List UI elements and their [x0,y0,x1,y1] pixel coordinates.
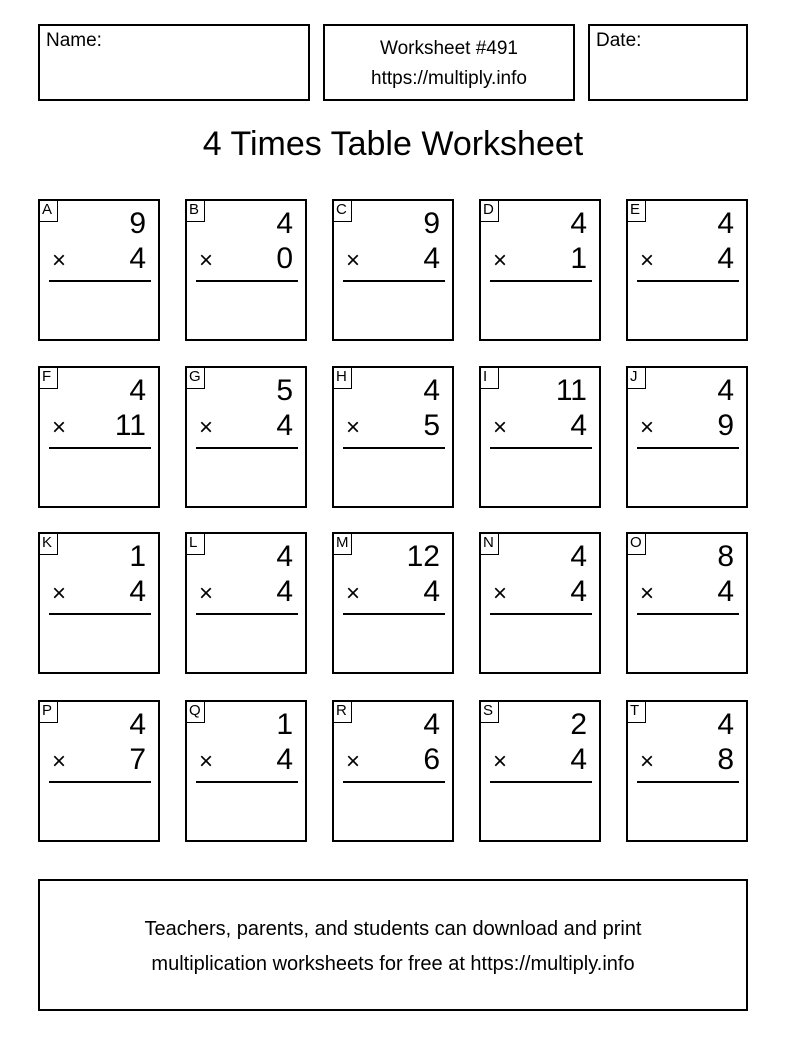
multiplicand: 4 [717,708,734,741]
multiply-sign: × [346,247,361,274]
multiplicand: 4 [570,540,587,573]
problem-card [185,700,307,842]
problem-card [332,366,454,508]
multiplier: 4 [717,575,734,608]
multiplicand: 4 [423,374,440,407]
answer-line [49,447,151,449]
answer-line [49,280,151,282]
problem-card [185,532,307,674]
multiplier: 4 [129,575,146,608]
problem-letter: F [38,366,58,389]
problem-letter: T [626,700,646,723]
multiply-sign: × [346,414,361,441]
answer-line [196,613,298,615]
multiply-sign: × [199,748,214,775]
multiplicand: 2 [570,708,587,741]
multiplier: 6 [423,743,440,776]
answer-line [49,613,151,615]
problem-letter: K [38,532,58,555]
answer-line [49,781,151,783]
multiplier: 0 [276,242,293,275]
problem-letter: Q [185,700,205,723]
problem-letter: J [626,366,646,389]
multiply-sign: × [346,748,361,775]
problem-letter: R [332,700,352,723]
answer-line [490,613,592,615]
date-label: Date: [596,30,642,51]
problem-card [185,199,307,341]
problem-card [479,199,601,341]
problem-card [626,700,748,842]
footer-line-1: Teachers, parents, and students can download and print [144,918,642,940]
name-field-box [38,24,310,101]
problem-card [38,199,160,341]
multiplier: 4 [570,409,587,442]
answer-line [637,781,739,783]
problem-letter: E [626,199,646,222]
multiply-sign: × [640,247,655,274]
problem-letter: I [479,366,499,389]
problem-card [626,199,748,341]
multiplicand: 1 [129,540,146,573]
problem-card [38,532,160,674]
problem-card [332,532,454,674]
problem-letter: G [185,366,205,389]
answer-line [490,781,592,783]
problem-card [185,366,307,508]
answer-line [637,613,739,615]
footer-box [38,879,748,1011]
footer-line-2: multiplication worksheets for free at https://multiply.info [151,953,635,975]
answer-line [343,781,445,783]
multiplicand: 8 [717,540,734,573]
answer-line [637,447,739,449]
problem-letter: S [479,700,499,723]
multiplicand: 4 [276,207,293,240]
problem-letter: P [38,700,58,723]
multiplier: 1 [570,242,587,275]
answer-line [637,280,739,282]
multiplier: 7 [129,743,146,776]
multiplier: 4 [423,575,440,608]
multiplier: 9 [717,409,734,442]
name-label: Name: [46,30,102,51]
problem-card [626,532,748,674]
problem-card [479,532,601,674]
multiplicand: 4 [570,207,587,240]
page-title: 4 Times Table Worksheet [202,125,584,163]
problem-letter: M [332,532,352,555]
multiplier: 4 [276,575,293,608]
multiplier: 4 [276,409,293,442]
date-field-box [588,24,748,101]
multiplier: 4 [276,743,293,776]
answer-line [490,280,592,282]
multiply-sign: × [493,414,508,441]
multiply-sign: × [199,247,214,274]
problem-card [38,700,160,842]
answer-line [196,447,298,449]
multiplier: 4 [717,242,734,275]
multiply-sign: × [640,414,655,441]
multiplicand: 4 [717,207,734,240]
multiplier: 8 [717,743,734,776]
multiplicand: 4 [423,708,440,741]
worksheet-website: https://multiply.info [371,68,527,89]
multiply-sign: × [493,247,508,274]
multiplicand: 12 [406,540,440,573]
answer-line [343,613,445,615]
multiply-sign: × [640,580,655,607]
multiply-sign: × [52,580,67,607]
multiplicand: 9 [423,207,440,240]
multiplicand: 4 [717,374,734,407]
problem-card [332,199,454,341]
multiplicand: 9 [129,207,146,240]
problem-letter: O [626,532,646,555]
multiply-sign: × [199,414,214,441]
problem-letter: A [38,199,58,222]
answer-line [343,280,445,282]
problem-card [38,366,160,508]
problem-letter: L [185,532,205,555]
multiplicand: 4 [129,708,146,741]
problem-letter: D [479,199,499,222]
answer-line [343,447,445,449]
problem-card [479,700,601,842]
multiplicand: 1 [276,708,293,741]
multiplier: 5 [423,409,440,442]
problem-letter: B [185,199,205,222]
multiply-sign: × [52,414,67,441]
multiply-sign: × [52,748,67,775]
multiplicand: 4 [276,540,293,573]
multiply-sign: × [199,580,214,607]
answer-line [490,447,592,449]
multiply-sign: × [640,748,655,775]
multiply-sign: × [346,580,361,607]
problem-card [332,700,454,842]
multiply-sign: × [493,580,508,607]
multiplicand: 4 [129,374,146,407]
multiplier: 11 [114,409,146,442]
multiplicand: 5 [276,374,293,407]
multiply-sign: × [52,247,67,274]
multiply-sign: × [493,748,508,775]
problem-letter: H [332,366,352,389]
worksheet-info-box [323,24,575,101]
worksheet-number: Worksheet #491 [379,38,518,59]
multiplicand: 11 [555,374,587,407]
multiplier: 4 [570,743,587,776]
answer-line [196,280,298,282]
problem-letter: C [332,199,352,222]
multiplier: 4 [129,242,146,275]
problem-card [479,366,601,508]
multiplier: 4 [423,242,440,275]
problem-letter: N [479,532,499,555]
answer-line [196,781,298,783]
multiplier: 4 [570,575,587,608]
problem-card [626,366,748,508]
